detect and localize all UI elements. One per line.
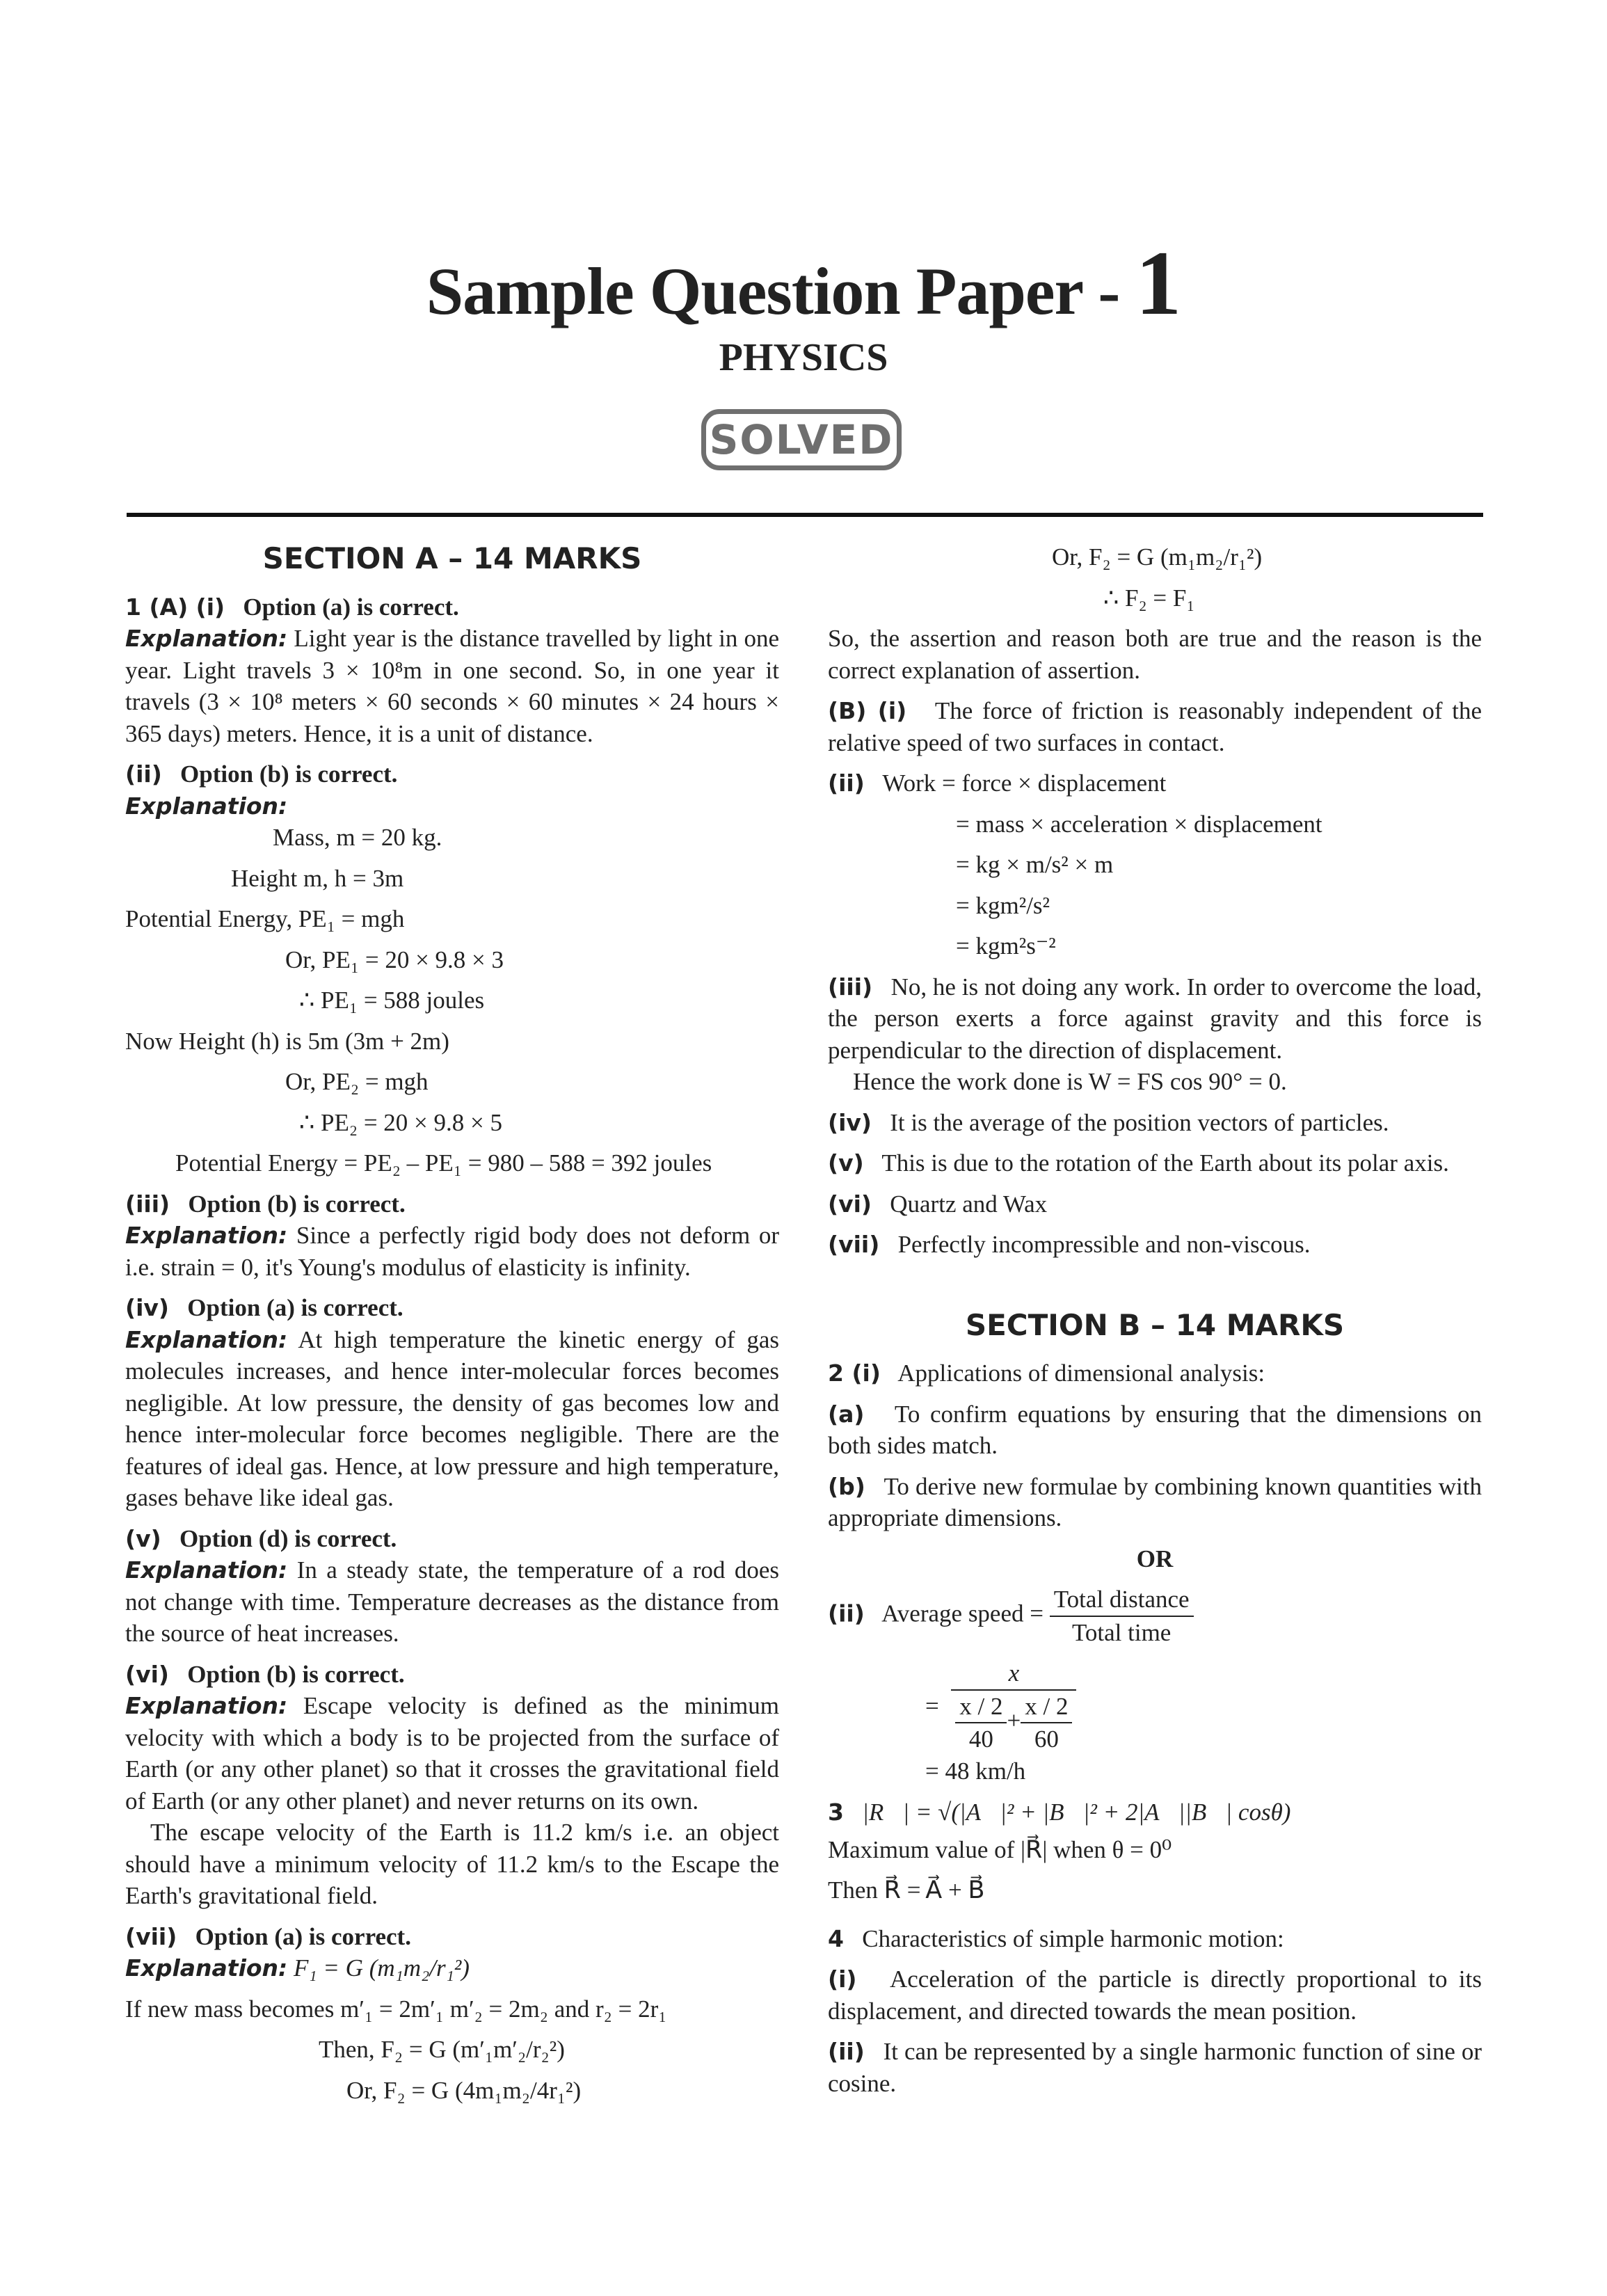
x-numerator [951,1657,1076,1691]
b2-label: (ii) [828,770,865,797]
sb-qb-text: To derive new formulae by combining known quantities with appropriate dimensions. [828,1472,1482,1531]
compound-denominator: $\frac{x / 2}{40}$ + $\frac{x / 2}{60}$ [951,1691,1076,1755]
q7-header [125,1921,779,1953]
speed-result: = 48 km/h [925,1757,1026,1785]
q4-option: Option (a) is correct. [187,1294,403,1321]
q5-header [125,1523,779,1555]
sb-qa-text: To confirm equations by ensuring that the dimensions on both sides match. [828,1400,1482,1459]
x-var: x [1008,1659,1020,1687]
b2-line: = kg × m/s² × m [956,851,1114,878]
expl-label: Explanation: [125,1692,288,1719]
q3-header [125,1188,779,1220]
q6-label: (vi) [125,1660,169,1688]
q5-option: Option (d) is correct. [179,1524,397,1552]
sb-qa [828,1398,1482,1462]
sb-q4-label: 4 [828,1924,844,1952]
q4-header [125,1292,779,1324]
inner-num-1: x / 2 [955,1691,1007,1724]
b6-label: (vi) [828,1190,872,1218]
sb-q4-text: Characteristics of simple harmonic motion: [862,1924,1284,1952]
q3-label: (iii) [125,1190,170,1218]
sb-q4i-text: Acceleration of the particle is directly proportional to its displacement, and directed towards the mean position. [828,1966,1482,2025]
expl-label: Explanation: [125,792,288,820]
b6-item [828,1188,1482,1220]
q2-label: (ii) [125,760,162,788]
sb-q4ii [828,2036,1482,2099]
fraction-denominator: Total time [1071,1618,1172,1646]
b7-label: (vii) [828,1231,880,1258]
b2-line: Work = force × displacement [882,770,1167,797]
sb-q3 [828,1796,1482,1828]
q7-line: Then, F₂ = G (m′₁m′₂/r₂²) [319,2036,565,2063]
avg-speed-fraction [1050,1584,1194,1648]
inner-fraction-2 [1021,1691,1072,1755]
q6-expl-text: Escape velocity is defined as the minimum velocity with which a body is to be projected from the surface of Earth (or any other planet) so that it crosses the gravitational field of Earth (or any other planet) and never returns on its own. [125,1692,779,1815]
title-number: 1 [1135,232,1181,334]
q2-option: Option (b) is correct. [180,760,398,788]
eq-line: Or, F₂ = G (m₁m₂/r₁²) [1052,543,1263,571]
q6-option: Option (b) is correct. [187,1660,405,1688]
b2-item [828,767,1482,799]
equals-sign: = [925,1692,945,1720]
q3-explanation [125,1220,779,1283]
sb-q3-line3: Then R⃗ = A⃗ + B⃗ [828,1876,985,1904]
q1-explanation [125,623,779,749]
q3-expl-text: Since a perfectly rigid body does not deform or i.e. strain = 0, it's Young's modulus of elasticity is infinity. [125,1222,779,1281]
q7-line: If new mass becomes m′₁ = 2m′₁ m′₂ = 2m₂ and r₂ = 2r₁ [125,1995,667,2023]
sb-q4ii-label: (ii) [828,2038,865,2065]
b1-label: (B) (i) [828,697,907,724]
inner-den-1: 40 [968,1725,993,1753]
eq-line: Or, PE₂ = mgh [285,1068,429,1095]
q7-line: Or, F₂ = G (4m₁m₂/4r₁²) [346,2076,582,2104]
title-text: Sample Question Paper - [426,254,1136,328]
b3-label: (iii) [828,973,873,1000]
sb-q4ii-text: It can be represented by a single harmonic function of sine or cosine. [828,2038,1482,2097]
eq-line: Potential Energy, PE₁ = mgh [125,905,405,932]
eq-line: Height m, h = 3m [231,864,404,892]
eq-line: Potential Energy = PE₂ – PE₁ = 980 – 588 = 392 joules [175,1149,712,1177]
q7-line [125,1952,779,1984]
section-b-heading: SECTION B – 14 MARKS [965,1307,1345,1342]
eq-line: Or, PE₁ = 20 × 9.8 × 3 [285,946,504,973]
fraction-numerator: Total distance [1050,1584,1194,1617]
expl-label: Explanation: [125,1954,288,1982]
b5-text: This is due to the rotation of the Earth about its polar axis. [881,1149,1449,1177]
q4-explanation [125,1324,779,1514]
sb-q3-expr: |R⃗| = √(|A⃗|² + |B⃗|² + 2|A⃗||B⃗| cosθ) [862,1799,1291,1826]
expl-label: Explanation: [125,1222,288,1249]
or-text: OR [1136,1545,1174,1572]
speed-fraction [951,1657,1076,1755]
q5-label: (v) [125,1524,161,1552]
q7-option: Option (a) is correct. [195,1922,411,1950]
avg-speed-text: Average speed = [881,1600,1044,1627]
q6-header [125,1659,779,1691]
q1-header [125,591,779,623]
b2-line: = mass × acceleration × displacement [956,810,1322,838]
b4-text: It is the average of the position vectors of particles. [890,1108,1389,1136]
left-column [125,534,779,2115]
sb-q4i-label: (i) [828,1966,857,1993]
q6-explanation-2: The escape velocity of the Earth is 11.2 km/s i.e. an object should have a minimum velocity of 11.2 km/s to the Escape the Earth's gravitational field. [125,1819,779,1909]
eq-line: Now Height (h) is 5m (3m + 2m) [125,1027,449,1055]
b1-item [828,695,1482,758]
b2-line: = kgm²s⁻² [956,932,1056,959]
q1-option: Option (a) is correct. [243,593,459,621]
speed-calc [828,1657,1482,1755]
q1-label: 1 (A) (i) [125,593,225,621]
subject-title: PHYSICS [719,336,888,379]
sb-qb [828,1471,1482,1534]
sb-q4 [828,1923,1482,1955]
b3-text: No, he is not doing any work. In order to overcome the load, the person exerts a force against gravity and this force is perpendicular to the direction of displacement. [828,973,1482,1064]
q4-expl-text: At high temperature the kinetic energy of gas molecules increases, and hence inter-molecular forces becomes negligible. At low pressure, the density of gas becomes low and hence inter-molecular force becomes negligible. There are the features of ideal gas. Hence, at low pressure and high temperature, gases behave like ideal gas. [125,1325,779,1511]
q6-explanation [125,1690,779,1817]
eq-line: ∴ PE₁ = 588 joules [299,987,485,1014]
sb-q2 [828,1357,1482,1389]
q2-header [125,758,779,790]
b7-item [828,1229,1482,1261]
section-a-heading: SECTION A – 14 MARKS [262,541,642,575]
q1-expl-text: Light year is the distance travelled by light in one year. Light travels 3 × 10⁸m in one second. So, in one year it travels (3 × 10⁸ meters × 60 seconds × 60 minutes × 24 hours × 365 days) meters. Hence, it is a unit of distance. [125,625,779,747]
b3-text-2: Hence the work done is W = FS cos 90° = 0. [853,1068,1287,1095]
sb-q3-label: 3 [828,1799,844,1826]
eq-line: Mass, m = 20 kg. [273,824,442,851]
expl-label: Explanation: [125,1325,288,1353]
sb-q2-text: Applications of dimensional analysis: [897,1360,1265,1387]
inner-num-2: x / 2 [1021,1691,1072,1724]
q2-explanation-label [125,790,779,822]
sb-qb-label: (b) [828,1472,865,1500]
solved-badge: SOLVED [701,409,902,470]
right-column [828,541,1482,2108]
b5-label: (v) [828,1149,864,1177]
expl-label: Explanation: [125,1556,288,1584]
eq-line: ∴ F₂ = F₁ [1103,584,1195,612]
inner-fraction-1 [955,1691,1007,1755]
q7-eq: F₁ = G (m₁m₂/r₁²) [294,1954,470,1982]
sb-qa-label: (a) [828,1400,865,1428]
q5-explanation [125,1554,779,1650]
assertion-text: So, the assertion and reason both are true and the reason is the correct explanation of assertion. [828,625,1482,684]
inner-den-2: 60 [1034,1725,1059,1753]
q3-option: Option (b) is correct. [188,1190,406,1218]
b2-line: = kgm²/s² [956,891,1050,919]
avg-speed-line [828,1584,1482,1648]
page-title [0,230,1607,336]
sb-q2-label: 2 (i) [828,1360,881,1387]
q7-label: (vii) [125,1922,177,1950]
sb-q3-line2: Maximum value of |R⃗| when θ = 0⁰ [828,1835,1172,1863]
b7-text: Perfectly incompressible and non-viscous. [897,1231,1311,1258]
b6-text: Quartz and Wax [890,1190,1048,1218]
q4-label: (iv) [125,1294,169,1321]
expl-label: Explanation: [125,625,288,652]
b4-item [828,1107,1482,1139]
b5-item [828,1147,1482,1179]
b4-label: (iv) [828,1108,872,1136]
header-divider [127,513,1483,517]
b1-text: The force of friction is reasonably independent of the relative speed of two surfaces in contact. [828,697,1482,756]
sb-q4i [828,1963,1482,2027]
b3-item [828,971,1482,1067]
eq-line: ∴ PE₂ = 20 × 9.8 × 5 [299,1108,503,1136]
q5-expl-text: In a steady state, the temperature of a rod does not change with time. Temperature decreases as the distance from the source of heat increases. [125,1556,779,1647]
q2ii-label: (ii) [828,1600,865,1627]
